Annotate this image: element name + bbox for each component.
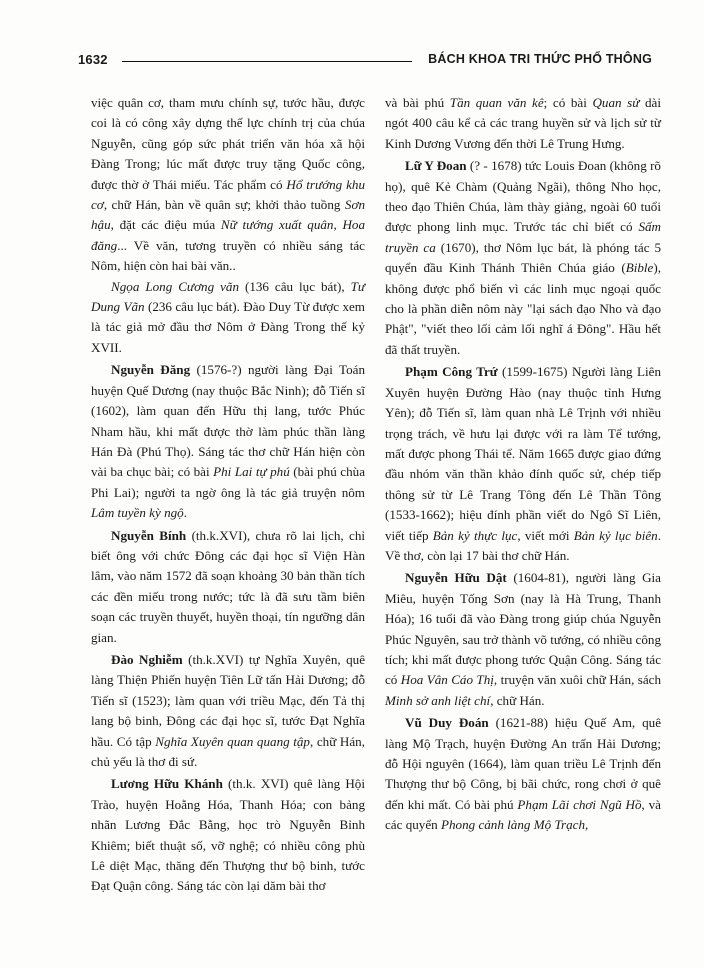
entry-paragraph: [91, 774, 365, 896]
work-title: Sấm truyền ca: [385, 219, 661, 255]
text-run: và bài phú: [385, 95, 450, 110]
entry-name: Nguyễn Hữu Dật: [405, 570, 507, 586]
text-paragraph: [91, 277, 365, 359]
work-title: Tần quan văn kê: [449, 95, 544, 110]
text-run: , chữ Hán.: [490, 692, 545, 708]
entry-name: Vũ Duy Đoán: [405, 715, 489, 731]
text-run: , viết mới: [517, 527, 574, 543]
left-column: [91, 93, 365, 897]
entry-name: Lữ Y Đoan: [405, 158, 467, 174]
text-run: ... Về văn, tương truyền có nhiều sáng tác Nôm, hiện còn hai bài văn..: [91, 237, 365, 274]
text-run: , đặt các điệu múa: [110, 217, 221, 233]
work-title: Lâm tuyền kỳ ngộ: [91, 505, 184, 521]
text-run: , truyện văn xuôi chữ Hán, sách: [493, 672, 662, 688]
entry-paragraph: [91, 526, 365, 648]
work-title: Bible: [625, 260, 654, 276]
entry-name: Lương Hữu Khánh: [111, 776, 223, 792]
text-run: dài ngót 400 câu kể cả các trang huyền sử và lịch sử từ Kinh Dương Vương đến thời Lê Trung Hưng.: [385, 95, 661, 151]
work-title: Ngọa Long Cương vãn: [111, 278, 240, 294]
text-run: (1621-88) hiệu Quế Am, quê làng Mộ Trạch, huyện Đường An trấn Hải Dương; đỗ Hội nguyên (1664), làm quan triều Lê Trịnh đến Thượng thư bộ Công, bị bãi chức, rong chơi ở quê đến khi mất. Có bài phú: [385, 715, 662, 812]
text-run: , chữ Hán, chủ yếu là thơ đi sứ.: [91, 733, 365, 769]
text-run: , chữ Hán, bàn về quân sự; khởi thảo tuồng: [103, 197, 345, 213]
work-title: Nghĩa Xuyên quan quang tập: [155, 733, 310, 749]
text-run: (1599-1675) Người làng Liên Xuyên huyện Đường Hào (nay thuộc tỉnh Hưng Yên); đỗ Tiến sĩ, làm quan nhà Lê Trịnh với nhiều trọng trách, về hưu lại được với ra làm Tể tướng, mất được phong Thái tể. Năm 1665 được giao đứng đầu nhóm văn thần khảo đính quốc sử, chép tiếp thông sử từ Lê Trang Tông đến Lê Thần Tông (1533-1662); hiệu đính phần viết do Ngô Sĩ Liên, viết tiếp: [385, 364, 661, 543]
entry-name: Nguyễn Đăng: [111, 362, 191, 378]
text-run: ), không được phổ biến vì các linh mục ngoại quốc cho là phần diễn nôm này "lại sách đạo Nho và đạo Phật", "viết theo lối cảm lối nghĩ á Đông". Hầu hết đã thất truyền.: [385, 260, 661, 357]
work-title: Phong cảnh làng Mộ Trạch: [440, 817, 586, 833]
entry-paragraph: [91, 650, 365, 772]
text-paragraph: [385, 93, 661, 154]
page-number: 1632: [78, 52, 108, 67]
book-title: BÁCH KHOA TRI THỨC PHỔ THÔNG: [428, 52, 652, 66]
text-run: .: [183, 505, 188, 521]
work-title: Minh sở anh liệt chí: [385, 692, 491, 708]
work-title: Nữ tướng xuất quân, Hoa đăng: [91, 217, 365, 253]
text-run: việc quân cơ, tham mưu chính sự, tước hầu, được coi là có công xây dựng thế lực chính trị của chúa Nguyễn, cũng góp sức phát triển văn hóa xã hội Đàng Trong; lúc mất được truy tặng Quốc công, được thờ ở Thái miếu. Tác phẩm có: [91, 95, 365, 192]
text-run: (136 câu lục bát),: [239, 278, 351, 294]
work-title: Bản kỷ thực lục: [432, 527, 518, 543]
header-rule: [122, 61, 412, 62]
entry-paragraph: [385, 568, 661, 711]
text-run: , và các quyển: [385, 796, 661, 833]
entry-paragraph: [385, 362, 661, 566]
text-run: (bài phú chùa Phi Lai); người ta ngờ ông là tác giả truyện nôm: [91, 464, 365, 500]
work-title: Quan sử: [592, 95, 640, 110]
entry-paragraph: [385, 713, 661, 835]
text-run: (th.k.XVI), chưa rõ lai lịch, chỉ biết ông với chức Đông các đại học sĩ Viện Hàn lâm, vào năm 1572 đã soạn khoảng 30 bản thần tích các đền miếu trong nước; tức là đã sưu tầm biên soạn các truyền thuyết, huyền thoại, tín ngưỡng dân gian.: [91, 527, 365, 645]
work-title: Bản kỷ lục biên: [573, 527, 658, 543]
entry-paragraph: [385, 156, 661, 360]
text-run: . Về thơ, còn lại 17 bài thơ chữ Hán.: [385, 527, 661, 563]
text-paragraph: [91, 93, 365, 277]
work-title: Tư Dung Vãn: [91, 278, 365, 315]
entry-name: Đào Nghiễm: [111, 651, 183, 667]
work-title: Hổ trướng khu cơ: [91, 176, 365, 213]
entry-name: Phạm Công Trứ: [405, 364, 498, 380]
work-title: Hoa Vân Cáo Thị: [400, 672, 494, 688]
text-run: (th.k. XVI) quê làng Hội Trào, huyện Hoằng Hóa, Thanh Hóa; con bảng nhãn Lương Đắc Bằng, học trò Nguyễn Bỉnh Khiêm; biết thuật số, vỡ nghệ; có nhiều công phù Lê diệt Mạc, thăng đến Thượng thư bộ binh, tước Đạt Quận công. Sáng tác còn lại dăm bài thơ: [91, 776, 365, 894]
work-title: Sơn hậu: [91, 197, 365, 233]
text-run: (1670), thơ Nôm lục bát, là phóng tác 5 quyển đầu Kinh Thánh Thiên Chúa giáo (: [385, 239, 661, 276]
text-run: (? - 1678) tức Louis Đoan (không rõ họ), quê Kẻ Chàm (Quảng Ngãi), thông Nho học, theo đạo Thiên Chúa, làm thày giảng, ngoài 60 tuổi được phong linh mục. Trước tác chỉ biết có: [385, 158, 661, 235]
work-title: Phi Lai tự phú: [213, 464, 290, 480]
page-header: [78, 50, 652, 72]
text-run: (236 câu lục bát). Đào Duy Từ được xem là tác giả mở đầu thơ Nôm ở Đàng Trong thế kỷ XVII.: [91, 299, 365, 355]
entry-name: Nguyễn Bính: [111, 527, 187, 543]
text-run: ,: [585, 817, 589, 833]
text-run: ; có bài: [543, 95, 593, 110]
right-column: [385, 93, 661, 836]
text-run: (1604-81), người làng Gia Miêu, huyện Tống Sơn (nay là Hà Trung, Thanh Hóa); 16 tuổi đã vào Đàng trong giúp chúa Nguyễn Phúc Nguyên, sau trở thành võ tướng, có nhiều công tích; khi mất được phong tước Quận Công. Sáng tác có: [385, 570, 661, 688]
work-title: Phạm Lãi chơi Ngũ Hồ: [517, 796, 642, 812]
entry-paragraph: [91, 360, 365, 523]
text-run: (1576-?) người làng Đại Toán huyện Quế Dương (nay thuộc Bắc Ninh); đỗ Tiến sĩ (1602), làm quan đến Hữu thị lang, tước Phúc Nham hầu, khi mất được thờ làm phúc thần làng Hán Đà (Phú Thọ). Sáng tác thơ chữ Hán hiện còn vài ba chục bài; có bài: [91, 362, 365, 480]
text-run: (th.k.XVI) tự Nghĩa Xuyên, quê làng Thiện Phiến huyện Tiên Lữ tấn Hải Dương; đỗ Tiến sĩ (1523); làm quan với triều Mạc, đến Tả thị lang bộ binh, Đông các đại học sĩ, tước Đạt Nghĩa hầu. Có tập: [91, 651, 366, 749]
